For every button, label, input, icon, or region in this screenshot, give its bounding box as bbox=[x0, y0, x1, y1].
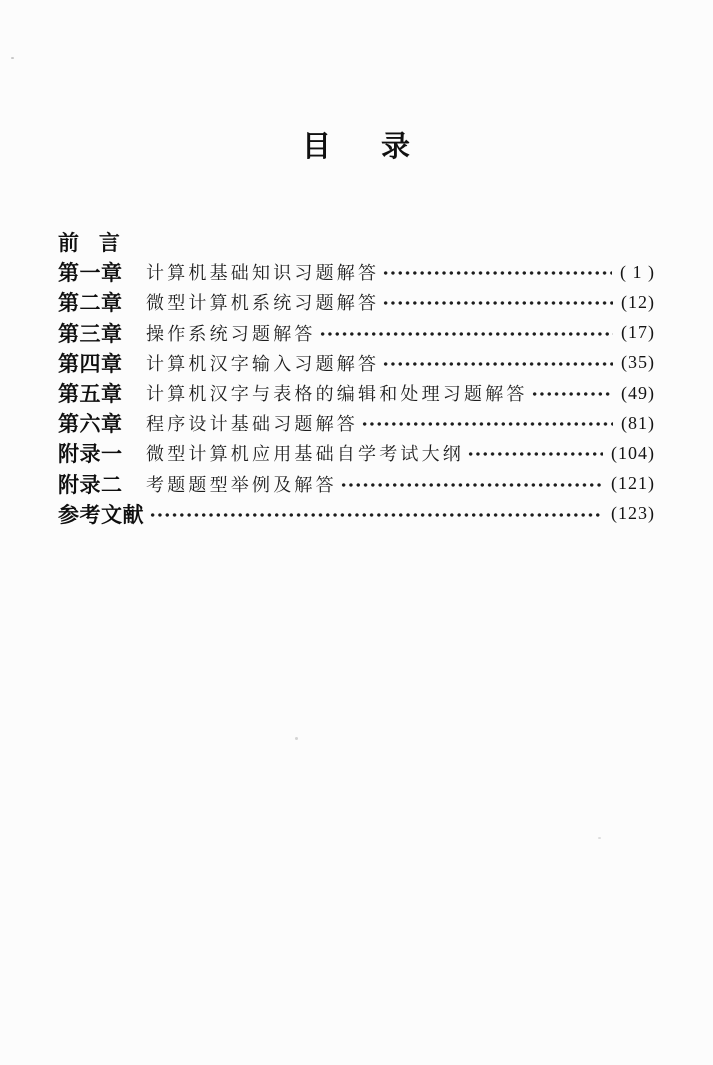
toc-entry-label: 第二章 bbox=[58, 292, 123, 316]
toc-entry-title: 微型计算机应用基础自学考试大纲 bbox=[146, 444, 464, 465]
toc-entry-page: (35) bbox=[621, 352, 655, 373]
toc-entry-label: 第五章 bbox=[58, 383, 123, 407]
toc-entry-title: 计算机基础知识习题解答 bbox=[146, 263, 380, 284]
toc-entry-page: (17) bbox=[621, 322, 655, 343]
toc-entry bbox=[58, 499, 655, 529]
dot-leader bbox=[382, 270, 612, 276]
dot-leader bbox=[531, 391, 613, 397]
toc-entry-title: 操作系统习题解答 bbox=[146, 323, 316, 344]
toc-entry bbox=[58, 287, 655, 317]
toc-entry-title: 计算机汉字输入习题解答 bbox=[146, 353, 380, 374]
toc-entry-title: 程序设计基础习题解答 bbox=[146, 414, 358, 435]
scan-speck bbox=[11, 57, 14, 59]
dot-leader bbox=[382, 361, 613, 367]
toc-entry-label: 第四章 bbox=[58, 352, 123, 376]
toc-entry-page: (104) bbox=[611, 442, 655, 463]
dot-leader bbox=[382, 300, 613, 306]
dot-leader bbox=[319, 331, 613, 337]
toc-entry-title: 微型计算机系统习题解答 bbox=[146, 293, 380, 314]
toc-entry bbox=[58, 227, 655, 257]
toc-entry-page: ( 1 ) bbox=[620, 261, 655, 282]
toc-entry bbox=[58, 257, 655, 287]
toc-entry-label: 参考文献 bbox=[58, 503, 144, 527]
toc-entry-page: (121) bbox=[611, 473, 655, 494]
toc-entry-page: (123) bbox=[611, 503, 655, 524]
dot-leader bbox=[340, 482, 603, 488]
dot-leader bbox=[467, 451, 603, 457]
dot-leader bbox=[149, 512, 603, 518]
toc-entry bbox=[58, 318, 655, 348]
page-title: 目 录 bbox=[301, 131, 412, 163]
toc-entry-title: 计算机汉字与表格的编辑和处理习题解答 bbox=[146, 384, 528, 405]
scan-speck bbox=[295, 737, 298, 740]
toc-entry bbox=[58, 378, 655, 408]
scan-speck bbox=[598, 837, 601, 839]
toc-entry-page: (81) bbox=[621, 412, 655, 433]
toc-entry-title: 考题题型举例及解答 bbox=[146, 474, 337, 495]
toc-entry-label: 前 言 bbox=[58, 232, 121, 256]
toc-entry bbox=[58, 348, 655, 378]
toc-entry-label: 附录一 bbox=[58, 443, 123, 467]
toc-entry-label: 附录二 bbox=[58, 473, 123, 497]
toc-entry-page: (12) bbox=[621, 291, 655, 312]
toc-entry-page: (49) bbox=[621, 382, 655, 403]
toc-entry bbox=[58, 408, 655, 438]
toc-entry-label: 第三章 bbox=[58, 322, 123, 346]
toc-entry bbox=[58, 438, 655, 468]
toc-entry-label: 第一章 bbox=[58, 262, 123, 286]
toc-entry-label: 第六章 bbox=[58, 413, 123, 437]
toc-entry bbox=[58, 469, 655, 499]
dot-leader bbox=[361, 421, 613, 427]
toc-list bbox=[58, 227, 655, 529]
